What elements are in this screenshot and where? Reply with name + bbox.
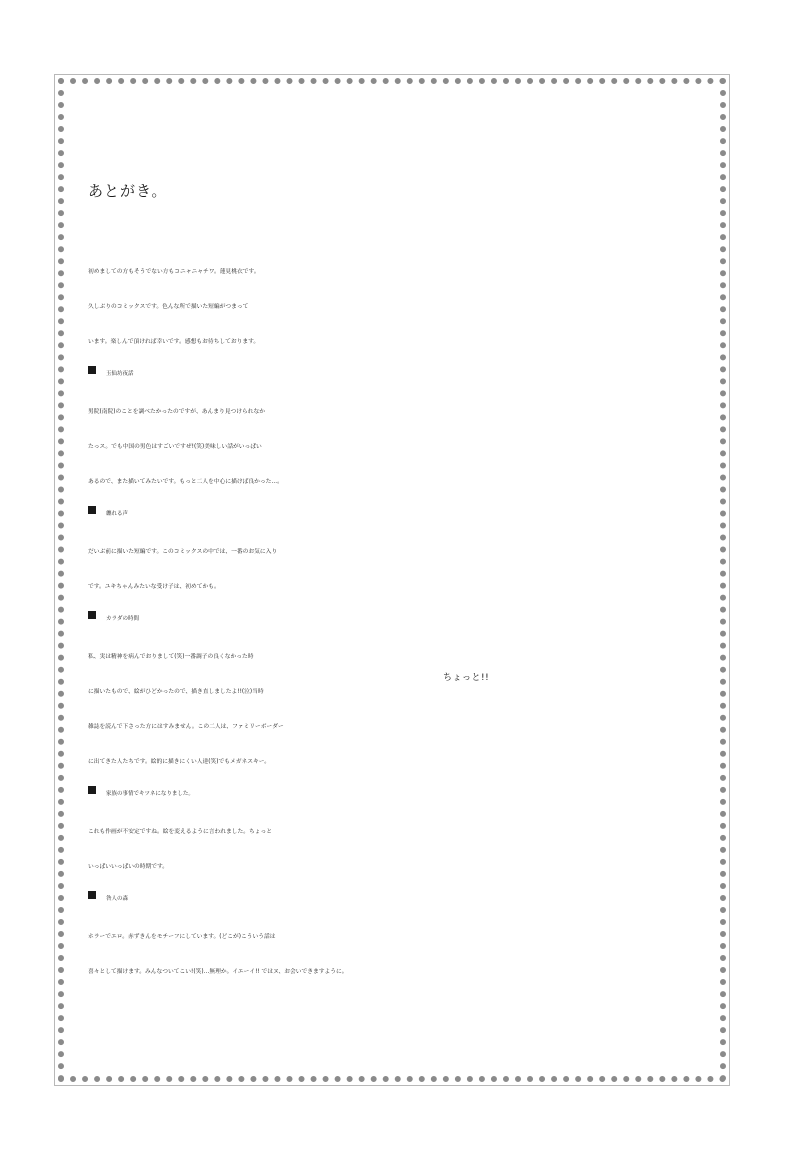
text-line: だいぶ前に描いた短編です。このコミックスの中では、一番のお気に入り [88,549,278,555]
square-bullet-icon [88,506,96,514]
square-bullet-icon [88,786,96,794]
section-karada-no-jikan [88,611,728,775]
square-bullet-icon [88,891,96,899]
text-line: です。ユキちゃんみたいな受け子は、初めてかも。 [88,584,220,590]
text-line: 久しぶりのコミックスです。色んな所で描いた短編がつまって [88,304,249,310]
section-heading: 玉仙坊夜話 [88,366,728,390]
text-line: 私、実は精神を病んでおりまして(笑)一番調子の良くなかった時 [88,654,254,660]
text-line-body: に描いたもので、絵がひどかったので、描き直しましたよ!!(泣)当時 [88,689,264,695]
square-bullet-icon [88,366,96,374]
section-heading: カラダの時間 [88,611,728,635]
intro-paragraph [88,261,728,355]
text-line-annotated [88,673,728,705]
margin-annotation: ちょっと!! [443,673,490,683]
text-line: います。楽しんで頂ければ幸いです。感想もお待ちしております。 [88,339,260,345]
text-line: これも作画が不安定ですね。絵を変えるように言われました。ちょっと [88,829,272,835]
section-heading: 家族の事情でキツネになりました。 [88,786,728,810]
text-line: に出てきた人たちです。絵的に描きにくい人達(笑)でもメガネスキー。 [88,759,270,765]
text-line: 雑誌を読んで下さった方にはすみません。この二人は、ファミリーボーダー [88,724,284,730]
page-title: あとがき。 [88,182,168,200]
section-kazoku-no-jijou [88,786,728,880]
afterword-text [88,180,728,996]
text-line: いっぱいいっぱいの時期です。 [88,864,169,870]
section-heading: 咎人の森 [88,891,728,915]
text-line: 男院(南院)のことを調べたかったのですが、あんまり見つけられなか [88,409,265,415]
section-heading: 纏れる声 [88,506,728,530]
text-line: 喜々として描けます。みんなついてこい!(笑)…無理か。イエーイ!! ではヌ、お会いできますように。 [88,969,348,975]
text-line: あるので、また描いてみたいです。もっと二人を中心に描けば良かった…。 [88,479,283,485]
square-bullet-icon [88,611,96,619]
section-motsureru-koe [88,506,728,600]
text-line: 初めましての方もそうでない方もコニャニャチワ。蓮見桃衣です。 [88,269,260,275]
section-gyokusenbou [88,366,728,495]
text-line: ホラーでエロ。赤ずきんをモチーフにしています。(どこが)こういう話は [88,934,276,940]
text-line: たっス。でも中国の男色はすごいですぜ!(笑)美味しい話がいっぱい [88,444,262,450]
section-togabito-no-mori [88,891,728,985]
